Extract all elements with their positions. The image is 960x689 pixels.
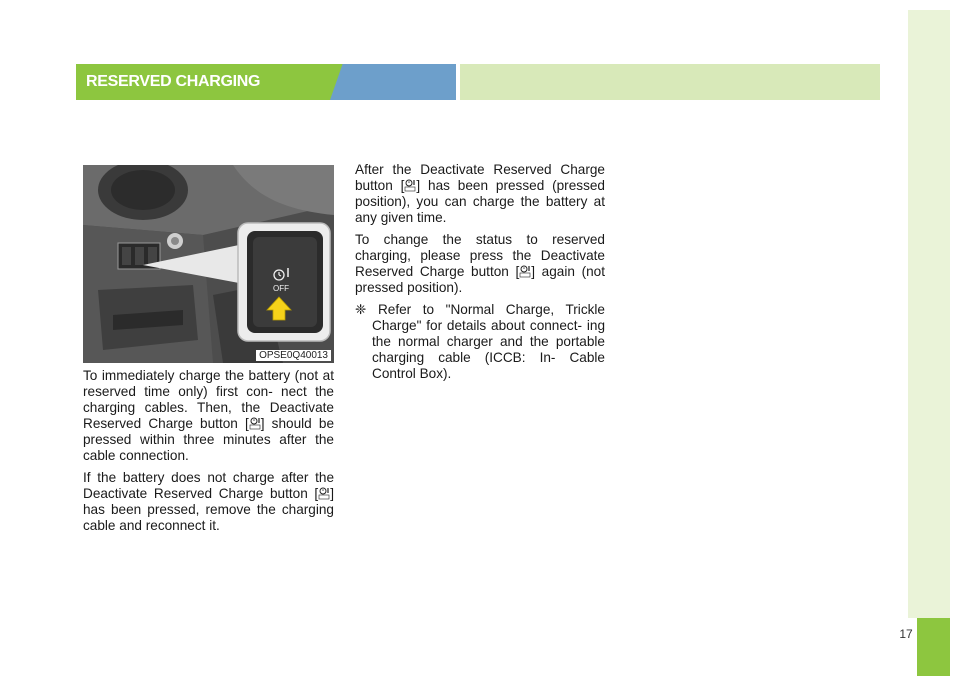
paragraph (83, 470, 334, 534)
reserved-charge-off-icon (519, 265, 531, 278)
off-label: OFF (273, 284, 289, 293)
paragraph (83, 368, 334, 464)
left-text-column (83, 368, 334, 540)
note-paragraph (355, 302, 605, 382)
dashboard-illustration (83, 165, 334, 363)
paragraph-text: ] has been pressed, remove the charging cable and reconnect it. (83, 486, 334, 533)
paragraph-text: ] should be pressed within three minutes after the cable connection. (83, 416, 334, 463)
paragraph-text: After the Deactivate Reserved Charge button [ (355, 162, 605, 193)
paragraph (355, 162, 605, 226)
page-number: 17 (899, 627, 913, 641)
paragraph (355, 232, 605, 296)
reserved-charge-off-icon (318, 487, 330, 500)
note-symbol: ❈ (355, 302, 367, 317)
paragraph-text: To change the status to reserved charging, please press the Deactivate Reserved Charge button [ (355, 232, 605, 279)
paragraph-text: If the battery does not charge after the Deactivate Reserved Charge button [ (83, 470, 334, 501)
header-blue-block (330, 64, 456, 100)
figure-photo (83, 165, 334, 363)
right-text-column (355, 162, 605, 388)
paragraph-text: ] has been pressed (pressed position), you can charge the battery at any given time. (355, 178, 605, 225)
section-header (76, 64, 880, 100)
note-text: Refer to "Normal Charge, Trickle Charge" for details about connect- ing the normal charger and the portable charging cable (ICCB: In- Cable Control Box). (366, 302, 605, 381)
paragraph-text: ] again (not pressed position). (355, 264, 606, 295)
side-color-strip (908, 10, 950, 618)
header-light-block (460, 64, 880, 100)
page-tab (917, 618, 950, 676)
figure-code: OPSE0Q40013 (256, 350, 331, 361)
reserved-charge-off-icon (249, 417, 261, 430)
paragraph-text: To immediately charge the battery (not at reserved time only) first con- nect the charging cables. Then, the Deactivate Reserved Charge button [ (83, 368, 334, 431)
section-title: RESERVED CHARGING (86, 73, 261, 90)
reserved-charge-off-icon (404, 179, 416, 192)
